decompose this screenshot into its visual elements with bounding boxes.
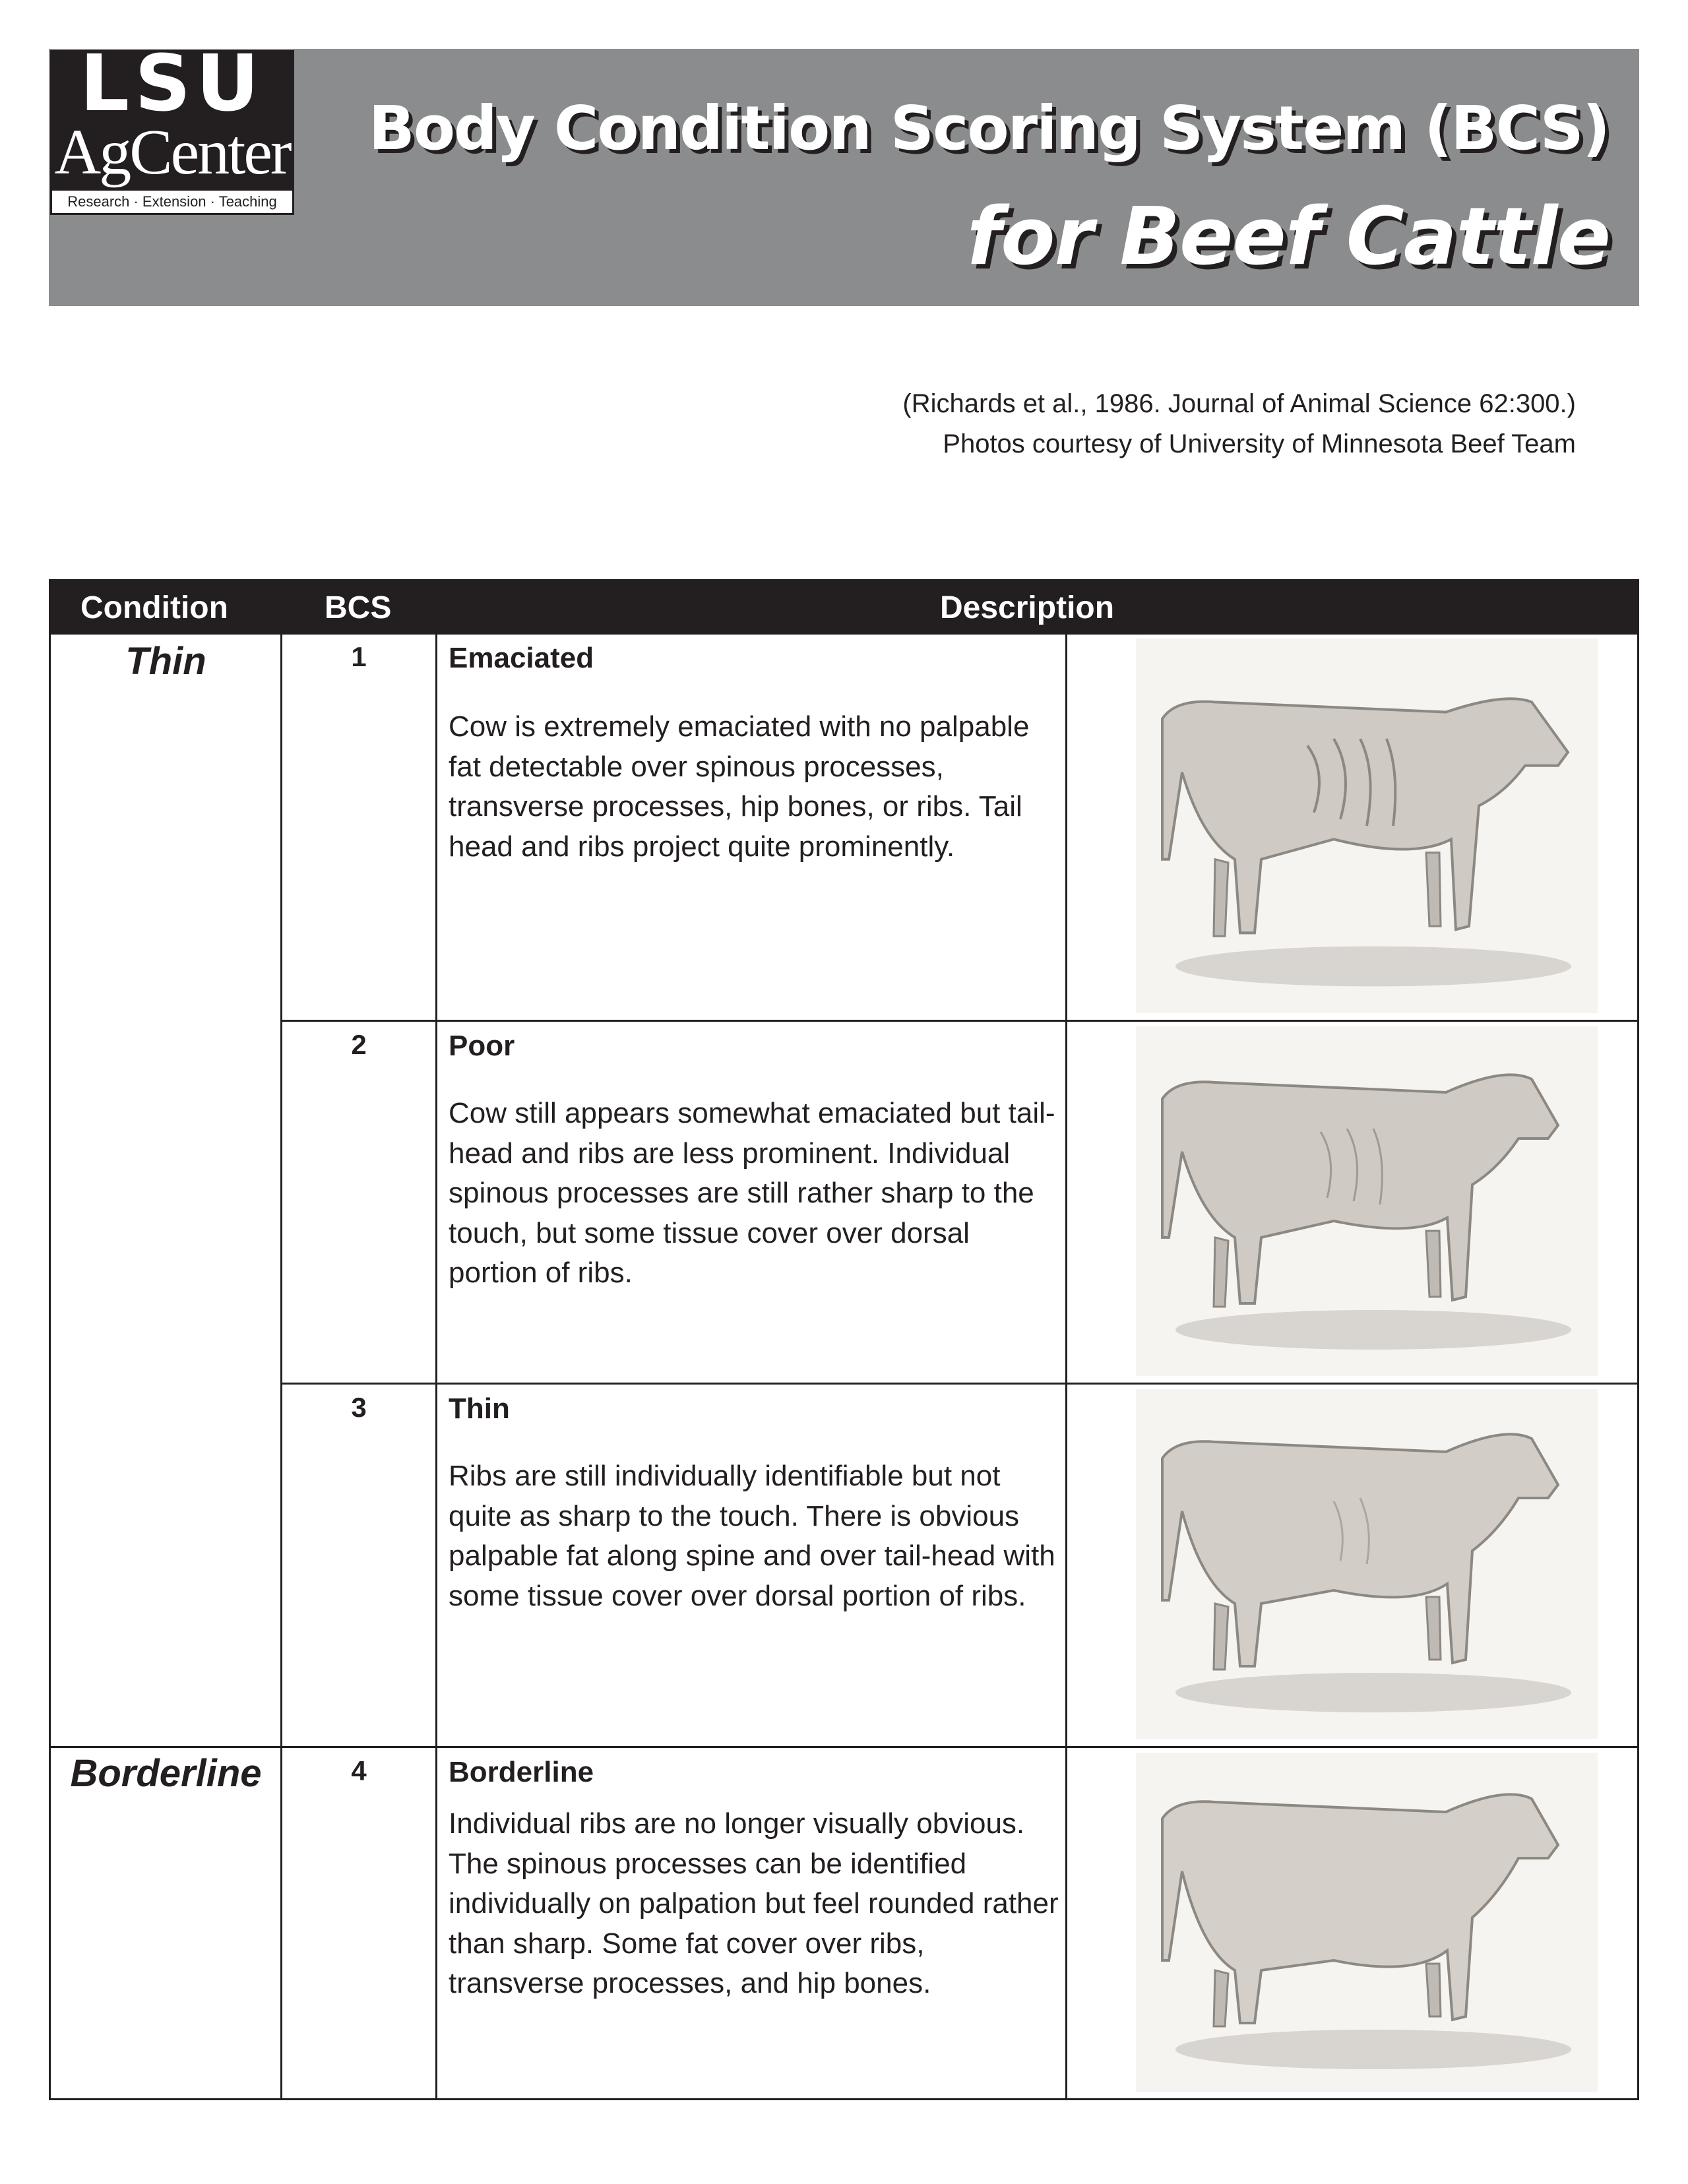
bcs-score: 2 — [351, 1029, 367, 1060]
bcs-score: 3 — [351, 1392, 367, 1423]
description-text: Cow is extremely emaciated with no palpable fat detectable over spinous processes, transverse processes, hip bones, or ribs. Tail head and ribs project quite prominently. — [449, 710, 1030, 863]
cow-illustration-borderline — [1136, 1753, 1598, 2092]
description-cell — [449, 639, 1062, 867]
citation-reference: (Richards et al., 1986. Journal of Animal Science 62:300.) — [902, 389, 1576, 418]
description-cell — [449, 1753, 1062, 2004]
logo-name: AgCenter — [50, 116, 294, 189]
column-divider — [1065, 635, 1067, 2098]
page-title: Body Condition Scoring System (BCS) — [368, 93, 1609, 164]
condition-label-thin: Thin — [125, 640, 206, 683]
description-text: Cow still appears somewhat emaciated but tail-head and ribs are less prominent. Individual spinous processes are still rather sharp to the touch, but some tissue cover over dorsal portion of ribs. — [449, 1097, 1055, 1289]
table-header — [49, 579, 1639, 635]
lsu-agcenter-logo — [50, 50, 294, 215]
citation-photo-credit: Photos courtesy of University of Minnesota Beef Team — [943, 429, 1576, 458]
column-divider — [280, 635, 282, 2098]
column-divider — [435, 635, 437, 2098]
condition-label-borderline: Borderline — [70, 1752, 262, 1795]
citation — [902, 384, 1576, 464]
cow-illustration-thin — [1136, 1389, 1598, 1739]
row-divider — [282, 1020, 1639, 1022]
table-body — [49, 635, 1639, 2100]
description-heading: Borderline — [449, 1756, 594, 1788]
bcs-score: 1 — [351, 641, 367, 672]
description-heading: Thin — [449, 1392, 510, 1425]
description-cell — [449, 1026, 1062, 1294]
logo-tagline: Research · Extension · Teaching — [50, 189, 294, 215]
description-text: Individual ribs are no longer visually obvious. The spinous processes can be identified individually on palpation but feel rounded rather than sharp. Some fat cover over ribs, transverse processes, and hip bones. — [449, 1807, 1059, 1999]
column-header-condition: Condition — [80, 590, 228, 625]
cow-illustration-poor — [1136, 1026, 1598, 1376]
logo-mark: LSU — [50, 50, 294, 116]
column-header-bcs: BCS — [325, 590, 392, 625]
bcs-score: 4 — [351, 1755, 367, 1786]
description-text: Ribs are still individually identifiable but not quite as sharp to the touch. There is obvious palpable fat along spine and over tail-head with some tissue cover over dorsal portion of ribs. — [449, 1460, 1055, 1612]
page-subtitle: for Beef Cattle — [966, 191, 1610, 283]
description-cell — [449, 1389, 1062, 1616]
cow-illustration-emaciated — [1136, 639, 1598, 1013]
row-divider — [282, 1383, 1639, 1385]
column-header-description: Description — [940, 590, 1115, 625]
description-heading: Poor — [449, 1030, 515, 1062]
row-divider — [51, 1746, 1639, 1748]
bcs-table — [49, 579, 1639, 2100]
description-heading: Emaciated — [449, 642, 594, 674]
